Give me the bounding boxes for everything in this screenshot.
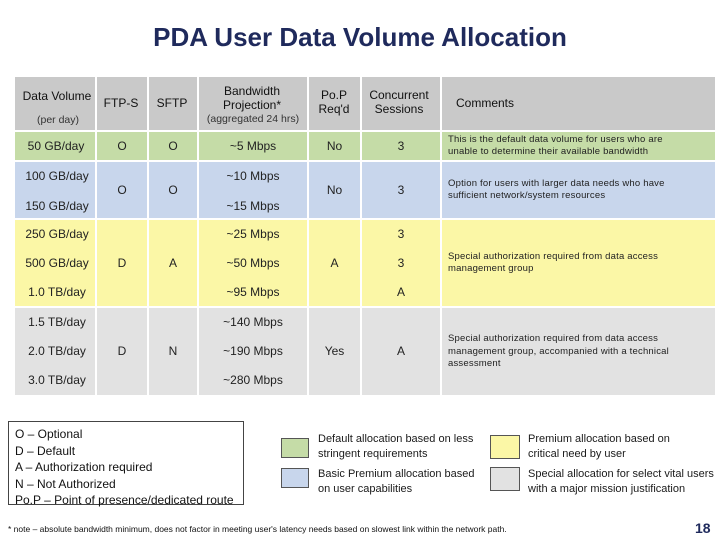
table-cell: D (117, 344, 127, 358)
table-cell: 3 (397, 256, 405, 270)
legend-text-gray: Special allocation for select vital users with a major mission justification (528, 468, 714, 495)
table-cell: ~15 Mbps (226, 199, 280, 213)
comment-cell: Special authorization required from data access management group (448, 250, 659, 274)
table-cell: O (168, 139, 178, 153)
key-item: Po.P – Point of presence/dedicated route (15, 493, 234, 507)
legend-key-box (8, 421, 244, 505)
header-aggregated: (aggregated 24 hrs) (206, 113, 300, 125)
table-cell: ~10 Mbps (226, 169, 280, 183)
table-cell: 3 (397, 183, 405, 197)
table-cell: N (168, 344, 178, 358)
table-cell: ~25 Mbps (226, 227, 280, 241)
table-cell: 100 GB/day (25, 169, 89, 183)
page-title: PDA User Data Volume Allocation (153, 22, 567, 52)
table-cell: A (396, 344, 405, 358)
header-sessions: Concurrent Sessions (369, 88, 429, 116)
table-cell: 3 (397, 227, 405, 241)
legend-swatch-gray (490, 467, 520, 491)
table-cell: No (326, 183, 343, 197)
table-cell: D (117, 256, 127, 270)
key-item: N – Not Authorized (15, 476, 116, 491)
key-item: D – Default (15, 443, 76, 458)
table-cell: 500 GB/day (25, 256, 89, 270)
table-cell: 1.5 TB/day (28, 315, 86, 329)
legend-text-green: Default allocation based on less stringent requirements (318, 433, 474, 460)
key-item: A – Authorization required (15, 460, 153, 474)
legend-swatch-yellow (490, 435, 520, 459)
table-cell: 3 (397, 139, 405, 153)
comment-cell: Special authorization required from data access management group, accompanied with a technical assessment (448, 333, 669, 370)
legend-text-yellow: Premium allocation based on critical need by user (528, 433, 670, 460)
header-bandwidth: Bandwidth Projection* (222, 84, 282, 112)
header-sftp: SFTP (156, 96, 188, 110)
page-number: 18 (695, 520, 711, 536)
header-pop: Po.P Req'd (318, 88, 350, 116)
table-cell: 250 GB/day (25, 227, 89, 241)
header-per-day: (per day) (36, 114, 79, 126)
table-cell: Yes (324, 344, 345, 358)
table-cell: ~95 Mbps (226, 285, 280, 299)
table-cell: ~5 Mbps (229, 139, 277, 153)
legend-swatch-green (281, 438, 309, 458)
table-cell: 3.0 TB/day (28, 373, 86, 387)
table-cell: 50 GB/day (27, 139, 85, 153)
legend-text-blue: Basic Premium allocation based on user capabilities (318, 468, 475, 495)
table-cell: 2.0 TB/day (28, 344, 86, 358)
header-ftps: FTP-S (103, 96, 139, 110)
table-cell: 1.0 TB/day (28, 285, 86, 299)
footnote: * note – absolute bandwidth minimum, does not factor in meeting user's latency needs based on slowest link within the network path. (8, 524, 507, 534)
table-cell: O (117, 183, 127, 197)
table-cell: A (168, 256, 177, 270)
table-cell: O (168, 183, 178, 197)
comment-cell: This is the default data volume for users who are unable to determine their available bandwidth (448, 133, 663, 157)
table-cell: A (330, 256, 339, 270)
table-cell: No (326, 139, 343, 153)
table-cell: O (117, 139, 127, 153)
table-cell: ~280 Mbps (223, 373, 283, 387)
header-data-volume: Data Volume (22, 89, 92, 103)
table-cell: ~140 Mbps (223, 315, 283, 329)
table-cell: 150 GB/day (25, 199, 89, 213)
legend-swatch-blue (281, 468, 309, 488)
header-comments: Comments (455, 96, 514, 110)
key-item: O – Optional (15, 427, 83, 441)
table-cell: ~190 Mbps (223, 344, 283, 358)
comment-cell: Option for users with larger data needs who have sufficient network/system resources (448, 177, 665, 201)
table-cell: A (396, 285, 405, 299)
table-cell: ~50 Mbps (226, 256, 280, 270)
